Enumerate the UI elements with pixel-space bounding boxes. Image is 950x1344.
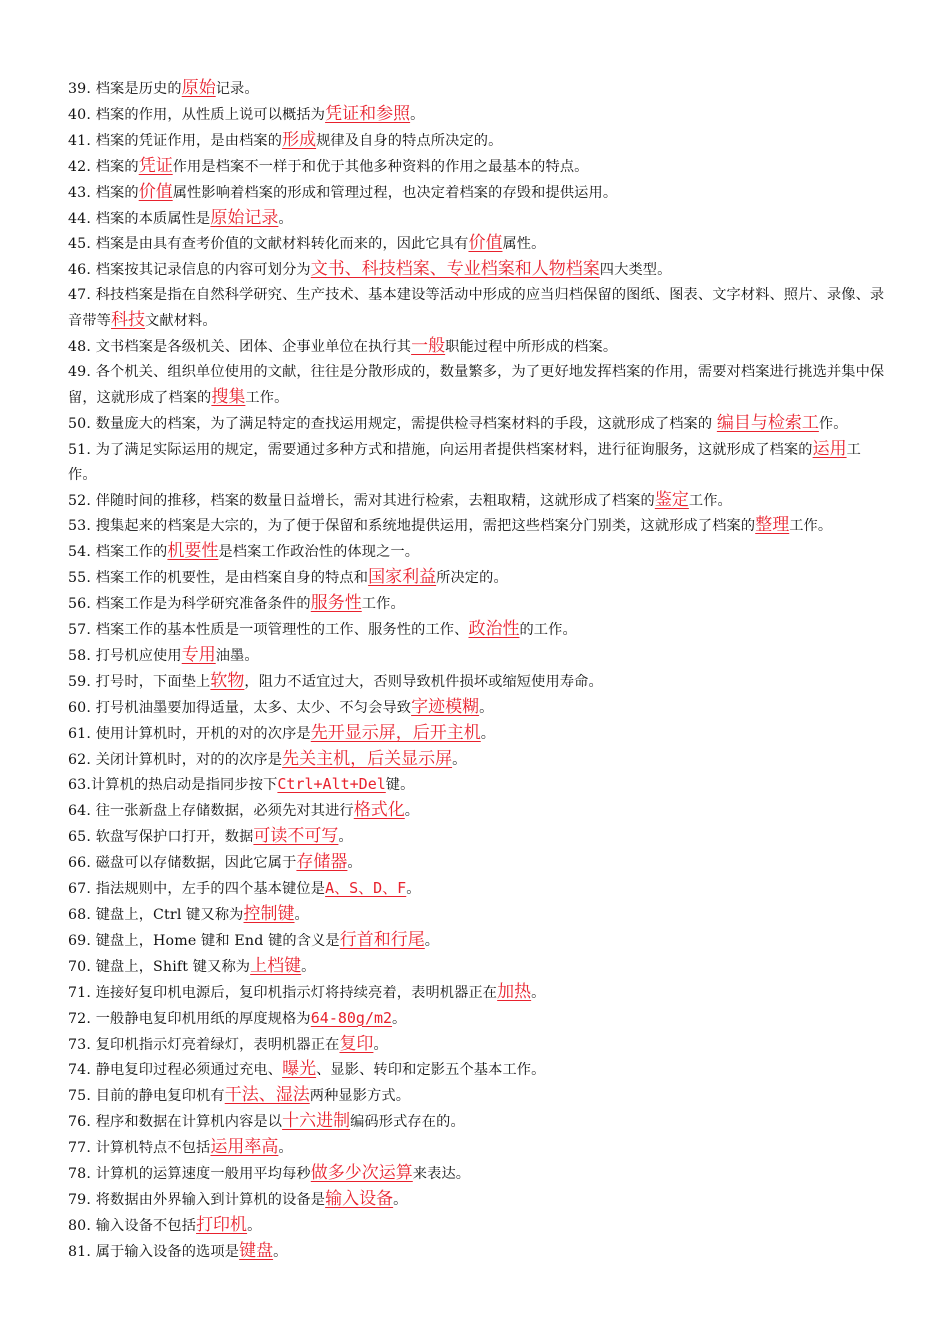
question-text-tail: 工作。 <box>688 492 732 509</box>
question-text: 档案工作的机要性，是由档案自身的特点和 <box>95 570 369 587</box>
question-text-tail: 。 <box>424 932 440 949</box>
question-text: 计算机的热启动是指同步按下 <box>91 777 278 794</box>
answer-text: 凭证和参照 <box>325 103 411 124</box>
question-text: 目前的静电复印机有 <box>95 1088 225 1105</box>
answer-text: 国家利益 <box>368 567 437 588</box>
question-text-tail: 四大类型。 <box>599 262 672 279</box>
question-text-tail: 。 <box>480 725 496 742</box>
answer-text: 干法、湿法 <box>224 1085 310 1106</box>
question-text-tail: 规律及自身的特点所决定的。 <box>316 132 503 149</box>
answer-text: 先关主机，后关显示屏 <box>282 748 453 769</box>
question-number: 44. <box>68 210 92 227</box>
question-text-tail: 工作。 <box>68 441 861 483</box>
question-item <box>68 1109 886 1135</box>
answer-text: 存储器 <box>296 852 348 873</box>
question-number: 56. <box>68 596 92 613</box>
question-text: 搜集起来的档案是大宗的，为了便于保留和系统地提供运用，需把这些档案分门别类，这就形成了档案的 <box>95 518 756 535</box>
question-item <box>68 231 886 257</box>
question-text: 各个机关、组织单位使用的文献，往往是分散形成的，数量繁多，为了更好地发挥档案的作用，需要对档案进行挑选并集中保留，这就形成了档案的 <box>68 363 885 406</box>
question-text: 键盘上，Home 键和 End 键的含义是 <box>95 932 340 949</box>
question-item <box>68 772 886 798</box>
question-text-tail: 。 <box>373 1036 388 1053</box>
answer-text: 输入设备 <box>325 1188 394 1209</box>
question-text: 档案的 <box>95 158 139 175</box>
question-text-tail: 职能过程中所形成的档案。 <box>445 339 618 356</box>
question-text-tail: 。 <box>404 803 420 820</box>
question-text-tail: 。 <box>278 210 293 227</box>
question-number: 66. <box>68 855 92 872</box>
question-item <box>68 76 886 102</box>
question-number: 51. <box>68 441 92 458</box>
question-text-tail: ，阻力不适宜过大，否则导致机件损坏或缩短使用寿命。 <box>244 673 603 690</box>
question-text-tail: 键。 <box>385 777 415 794</box>
question-text-tail: 。 <box>273 1243 288 1260</box>
question-text: 伴随时间的推移，档案的数量日益增长，需对其进行检索，去粗取精，这就形成了档案的 <box>95 492 655 509</box>
question-item <box>68 513 886 539</box>
question-number: 43. <box>68 184 92 201</box>
question-text-tail: 。 <box>531 984 546 1001</box>
answer-text: 格式化 <box>353 800 405 821</box>
answer-text: 形成 <box>282 129 317 150</box>
answer-text: 字迹模糊 <box>411 696 480 717</box>
answer-text: 搜集 <box>211 386 246 407</box>
question-item <box>68 695 886 721</box>
question-item <box>68 928 886 954</box>
question-text: 输入设备不包括 <box>95 1217 197 1234</box>
question-text-tail: 。 <box>479 699 494 716</box>
question-text-tail: 两种显影方式。 <box>309 1088 411 1105</box>
question-number: 67. <box>68 881 92 898</box>
question-number: 40. <box>68 106 92 123</box>
answer-text: A、S、D、F <box>325 879 407 898</box>
question-item <box>68 360 886 411</box>
question-text-tail: 来表达。 <box>412 1166 471 1183</box>
question-text-tail: 。 <box>406 881 421 898</box>
question-text: 程序和数据在计算机内容是以 <box>95 1114 283 1131</box>
question-number: 47. <box>68 287 92 304</box>
question-number: 55. <box>68 570 92 587</box>
question-text: 档案按其记录信息的内容可划分为 <box>95 262 311 279</box>
question-item <box>68 206 886 232</box>
answer-text: 机要性 <box>167 541 219 562</box>
question-item <box>68 257 886 283</box>
question-number: 61. <box>68 725 92 742</box>
question-text: 档案工作的 <box>95 544 168 561</box>
question-number: 78. <box>68 1166 92 1183</box>
question-item <box>68 180 886 206</box>
question-item <box>68 824 886 850</box>
answer-text: 一般 <box>411 336 446 357</box>
answer-text: 做多少次运算 <box>310 1163 413 1184</box>
answer-text: 运用率高 <box>210 1137 279 1158</box>
question-text-tail: 。 <box>392 1010 407 1027</box>
question-text: 档案工作是为科学研究准备条件的 <box>95 596 311 613</box>
question-item <box>68 876 886 902</box>
answer-text: 先开显示屏，后开主机 <box>310 722 481 743</box>
answer-text: 整理 <box>755 515 790 536</box>
question-number: 62. <box>68 751 92 768</box>
question-text-tail: 作。 <box>818 415 848 432</box>
question-text-tail: 的工作。 <box>519 622 577 639</box>
question-item <box>68 980 886 1006</box>
question-text: 键盘上，Ctrl 键又称为 <box>95 907 244 923</box>
answer-text: 十六进制 <box>282 1111 351 1132</box>
question-item <box>68 1239 886 1265</box>
question-text: 计算机特点不包括 <box>95 1140 211 1157</box>
question-text-tail: 作用是档案不一样于和优于其他多种资料的作用之最基本的特点。 <box>172 158 589 175</box>
question-text-tail: 。 <box>393 1191 408 1208</box>
answer-text: 控制键 <box>243 904 295 924</box>
question-number: 58. <box>68 647 92 664</box>
question-number: 60. <box>68 699 92 716</box>
question-item <box>68 669 886 695</box>
answer-text: 上档键 <box>250 955 302 976</box>
question-item <box>68 1057 886 1083</box>
question-number: 64. <box>68 803 92 820</box>
question-item <box>68 488 886 514</box>
question-text-tail: 属性。 <box>502 236 546 253</box>
question-text: 一般静电复印机用纸的厚度规格为 <box>95 1010 311 1027</box>
question-item <box>68 643 886 669</box>
question-item <box>68 721 886 747</box>
question-text: 连接好复印机电源后，复印机指示灯将持续亮着，表明机器正在 <box>95 984 498 1001</box>
question-text: 数量庞大的档案，为了满足特定的查找运用规定，需提供检寻档案材料的手段，这就形成了档案的 <box>95 415 717 432</box>
question-item <box>68 1032 886 1058</box>
question-number: 39. <box>68 81 92 97</box>
question-text: 往一张新盘上存储数据，必须先对其进行 <box>95 803 354 820</box>
question-number: 74. <box>68 1062 92 1079</box>
answer-text: 价值 <box>468 233 503 254</box>
question-text-tail: 工作。 <box>245 389 289 406</box>
answer-text: 曝光 <box>282 1059 317 1080</box>
question-text-tail: 。 <box>338 829 353 846</box>
question-item <box>68 539 886 565</box>
answer-text: 政治性 <box>468 619 520 640</box>
question-item <box>68 1213 886 1239</box>
question-text: 档案的作用，从性质上说可以概括为 <box>95 106 326 123</box>
question-number: 45. <box>68 236 92 253</box>
answer-text: 软物 <box>210 670 245 691</box>
question-item <box>68 334 886 360</box>
question-number: 77. <box>68 1140 92 1157</box>
question-number: 79. <box>68 1191 92 1208</box>
question-text: 使用计算机时，开机的对的次序是 <box>95 725 311 742</box>
question-text: 打号时，下面垫上 <box>95 673 211 690</box>
question-item <box>68 850 886 876</box>
answer-text: Ctrl+Alt+Del <box>277 775 386 794</box>
question-text: 档案的 <box>95 184 139 201</box>
question-number: 50. <box>68 415 92 432</box>
question-number: 80. <box>68 1217 92 1234</box>
question-text-tail: 记录。 <box>215 81 259 97</box>
question-item <box>68 411 886 437</box>
question-item <box>68 954 886 980</box>
question-item <box>68 1161 886 1187</box>
question-text: 复印机指示灯亮着绿灯，表明机器正在 <box>95 1036 340 1053</box>
question-number: 53. <box>68 518 92 535</box>
answer-text: 服务性 <box>310 593 362 614</box>
question-text: 指法规则中，左手的四个基本键位是 <box>95 881 326 898</box>
question-text-tail: 。 <box>347 855 362 872</box>
question-text: 档案是由具有查考价值的文献材料转化而来的，因此它具有 <box>95 236 469 253</box>
question-text-tail: 。 <box>247 1217 262 1234</box>
question-item <box>68 565 886 591</box>
answer-text: 原始 <box>181 78 216 98</box>
answer-text: 键盘 <box>239 1240 274 1261</box>
answer-text: 可读不可写 <box>253 826 339 847</box>
question-text: 档案工作的基本性质是一项管理性的工作、服务性的工作、 <box>95 622 469 639</box>
question-number: 69. <box>68 932 92 949</box>
question-text: 档案是历史的 <box>95 81 182 97</box>
question-text-tail: 属性影响着档案的形成和管理过程，也决定着档案的存毁和提供运用。 <box>172 184 618 201</box>
question-text-tail: 文献材料。 <box>145 313 217 330</box>
document-page <box>68 76 886 1265</box>
question-text-tail: 工作。 <box>789 518 833 535</box>
question-number: 71. <box>68 984 92 1001</box>
question-item <box>68 1083 886 1109</box>
question-item <box>68 617 886 643</box>
question-text-tail: 。 <box>294 907 309 923</box>
answer-text: 行首和行尾 <box>339 929 425 950</box>
question-number: 70. <box>68 958 92 975</box>
question-item <box>68 1006 886 1032</box>
question-number: 68. <box>68 907 92 923</box>
answer-text: 原始记录 <box>210 207 279 228</box>
question-number: 52. <box>68 492 92 509</box>
question-item <box>68 747 886 773</box>
question-text-tail: 油墨。 <box>215 647 259 664</box>
answer-text: 打印机 <box>196 1214 248 1235</box>
question-text-tail: 工作。 <box>361 596 405 613</box>
question-item <box>68 437 886 488</box>
question-text: 静电复印过程必须通过充电、 <box>95 1062 283 1079</box>
answer-text: 复印 <box>339 1033 374 1054</box>
question-text: 科技档案是指在自然科学研究、生产技术、基本建设等活动中形成的应当归档保留的图纸、图表、文字材料、照片、录像、录音带等 <box>68 287 885 330</box>
question-text-tail: 所决定的。 <box>436 570 508 587</box>
question-text-tail: 。 <box>301 958 316 975</box>
question-text: 将数据由外界输入到计算机的设备是 <box>95 1191 326 1208</box>
answer-text: 凭证 <box>138 155 173 176</box>
answer-text: 鉴定 <box>654 489 689 510</box>
question-number: 59. <box>68 673 92 690</box>
answer-text: 运用 <box>812 438 847 459</box>
question-text: 打号机油墨要加得适量，太多、太少、不匀会导致 <box>95 699 412 716</box>
answer-text: 科技 <box>111 310 146 331</box>
question-number: 42. <box>68 158 92 175</box>
question-number: 54. <box>68 544 92 561</box>
question-item <box>68 1187 886 1213</box>
question-text: 软盘写保护口打开，数据 <box>95 829 254 846</box>
question-text: 为了满足实际运用的规定，需要通过多种方式和措施，向运用者提供档案材料，进行征询服务，这就形成了档案的 <box>95 441 813 458</box>
question-item <box>68 154 886 180</box>
question-number: 81. <box>68 1243 92 1260</box>
question-text-tail: 。 <box>278 1140 293 1157</box>
question-text-tail: 。 <box>452 751 467 768</box>
question-number: 76. <box>68 1114 92 1131</box>
question-number: 41. <box>68 132 92 149</box>
question-text: 键盘上，Shift 键又称为 <box>95 958 251 975</box>
question-text: 属于输入设备的选项是 <box>95 1243 240 1260</box>
question-number: 46. <box>68 262 92 279</box>
question-text: 档案的凭证作用，是由档案的 <box>95 132 283 149</box>
question-item <box>68 1135 886 1161</box>
answer-text: 加热 <box>497 981 532 1002</box>
question-text: 打号机应使用 <box>95 647 182 664</box>
question-number: 75. <box>68 1088 92 1105</box>
question-item <box>68 283 886 334</box>
question-number: 63. <box>68 777 92 794</box>
question-number: 57. <box>68 622 92 639</box>
question-number: 73. <box>68 1036 92 1053</box>
answer-text: 价值 <box>138 181 173 202</box>
question-text: 文书档案是各级机关、团体、企事业单位在执行其 <box>95 339 412 356</box>
question-text-tail: 、显影、转印和定影五个基本工作。 <box>316 1062 546 1079</box>
question-text: 磁盘可以存储数据，因此它属于 <box>95 855 297 872</box>
question-text: 档案的本质属性是 <box>95 210 211 227</box>
question-item <box>68 798 886 824</box>
question-number: 48. <box>68 339 92 356</box>
question-item <box>68 591 886 617</box>
question-text: 计算机的运算速度一般用平均每秒 <box>95 1166 311 1183</box>
question-item <box>68 128 886 154</box>
question-text-tail: 编码形式存在的。 <box>350 1114 465 1131</box>
question-number: 65. <box>68 829 92 846</box>
answer-text: 64-80g/m2 <box>310 1008 393 1027</box>
question-item <box>68 902 886 928</box>
question-number: 72. <box>68 1010 92 1027</box>
question-text: 关闭计算机时，对的的次序是 <box>95 751 283 768</box>
question-text-tail: 是档案工作政治性的体现之一。 <box>218 544 420 561</box>
question-text-tail: 。 <box>410 106 425 123</box>
answer-text: 文书、科技档案、专业档案和人物档案 <box>310 259 600 280</box>
answer-text: 编目与检索工 <box>716 412 819 433</box>
answer-text: 专用 <box>181 644 216 665</box>
question-item <box>68 102 886 128</box>
question-number: 49. <box>68 363 92 380</box>
